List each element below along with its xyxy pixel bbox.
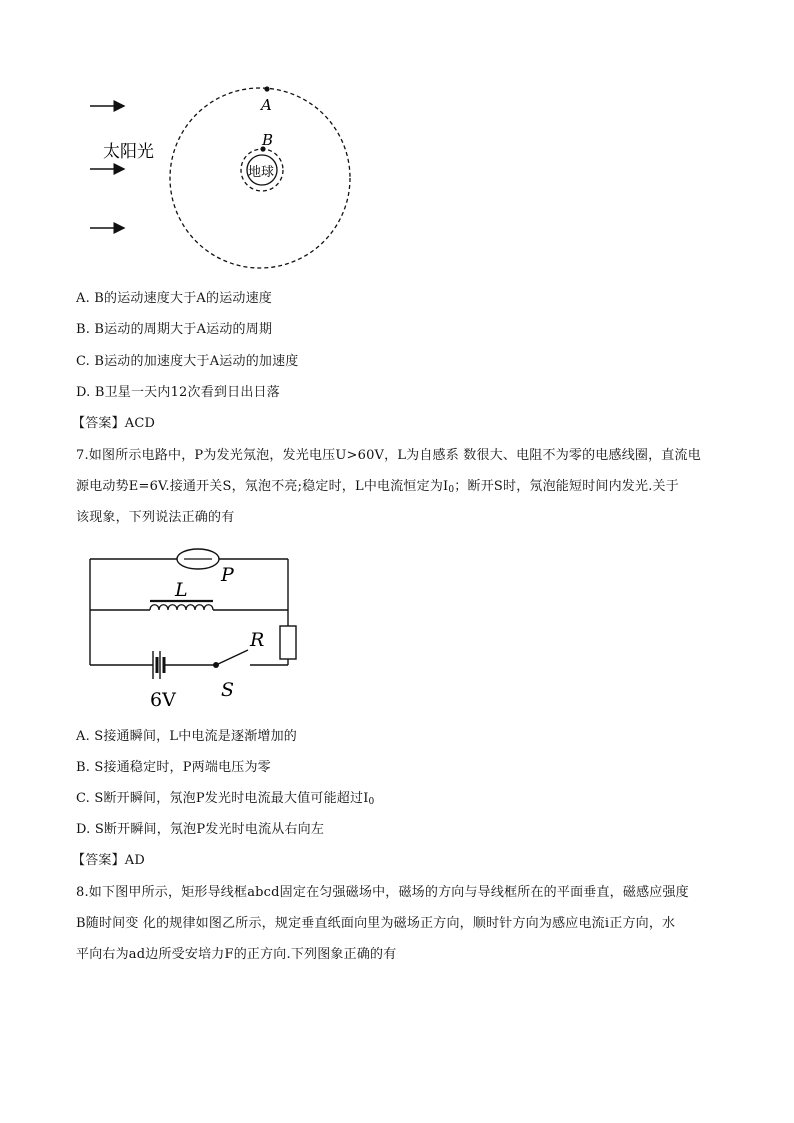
q6-option-c: C. B运动的加速度大于A运动的加速度 xyxy=(76,354,299,369)
switch-s xyxy=(213,650,248,668)
label-a: A xyxy=(261,96,272,114)
battery-6v xyxy=(153,651,164,679)
inductor-l xyxy=(150,601,213,610)
label-l: L xyxy=(175,579,188,601)
sunlight-label: 太阳光 xyxy=(103,142,154,162)
q7-stem-line2-text: 源电动势E=6V.接通开关S，氖泡不亮;稳定时，L中电流恒定为I xyxy=(76,479,449,494)
resistor-r xyxy=(280,626,296,659)
label-s: S xyxy=(221,679,235,701)
earth-label: 地球 xyxy=(248,165,275,180)
q8-stem-line3: 平向右为ad边所受安培力F的正方向.下列图象正确的有 xyxy=(76,947,397,962)
q7-option-c-sub: 0 xyxy=(368,797,375,807)
q7-stem-line1: 7.如图所示电路中，P为发光氖泡，发光电压U>60V，L为自感系 数很大、电阻不为零的电感线圈，直流电 xyxy=(76,448,701,463)
satellite-a xyxy=(264,86,269,91)
q7-answer: 【答案】AD xyxy=(72,853,146,868)
q7-option-a: A. S接通瞬间，L中电流是逐渐增加的 xyxy=(76,729,297,744)
q7-option-c xyxy=(76,790,374,811)
label-p: P xyxy=(221,564,234,586)
q7-stem-sub: 0 xyxy=(448,485,455,495)
label-b: B xyxy=(262,131,274,149)
q6-answer: 【答案】ACD xyxy=(72,416,156,431)
q8-stem-line2: B随时间变 化的规律如图乙所示，规定垂直纸面向里为磁场正方向，顺时针方向为感应电流i正方向，水 xyxy=(76,916,676,931)
q6-option-b: B. B运动的周期大于A运动的周期 xyxy=(76,322,273,337)
q7-option-d: D. S断开瞬间，氖泡P发光时电流从右向左 xyxy=(76,822,325,837)
q7-option-c-text: C. S断开瞬间，氖泡P发光时电流最大值可能超过I xyxy=(76,791,369,806)
circuit-diagram xyxy=(0,540,794,720)
q7-stem-line3: 该现象，下列说法正确的有 xyxy=(76,510,235,525)
q6-option-d: D. B卫星一天内12次看到日出日落 xyxy=(76,385,280,400)
orbit-figure xyxy=(0,0,794,270)
q8-stem-line1: 8.如下图甲所示，矩形导线框abcd固定在匀强磁场中，磁场的方向与导线框所在的平面垂直，磁感应强度 xyxy=(76,885,689,900)
label-r: R xyxy=(250,629,265,651)
label-6v: 6V xyxy=(150,689,176,711)
q7-stem-line2-tail: ；断开S时，氖泡能短时间内发光.关于 xyxy=(454,479,679,494)
q7-stem-line2 xyxy=(76,478,736,499)
q7-option-b: B. S接通稳定时，P两端电压为零 xyxy=(76,760,271,775)
q6-option-a: A. B的运动速度大于A的运动速度 xyxy=(76,291,272,306)
